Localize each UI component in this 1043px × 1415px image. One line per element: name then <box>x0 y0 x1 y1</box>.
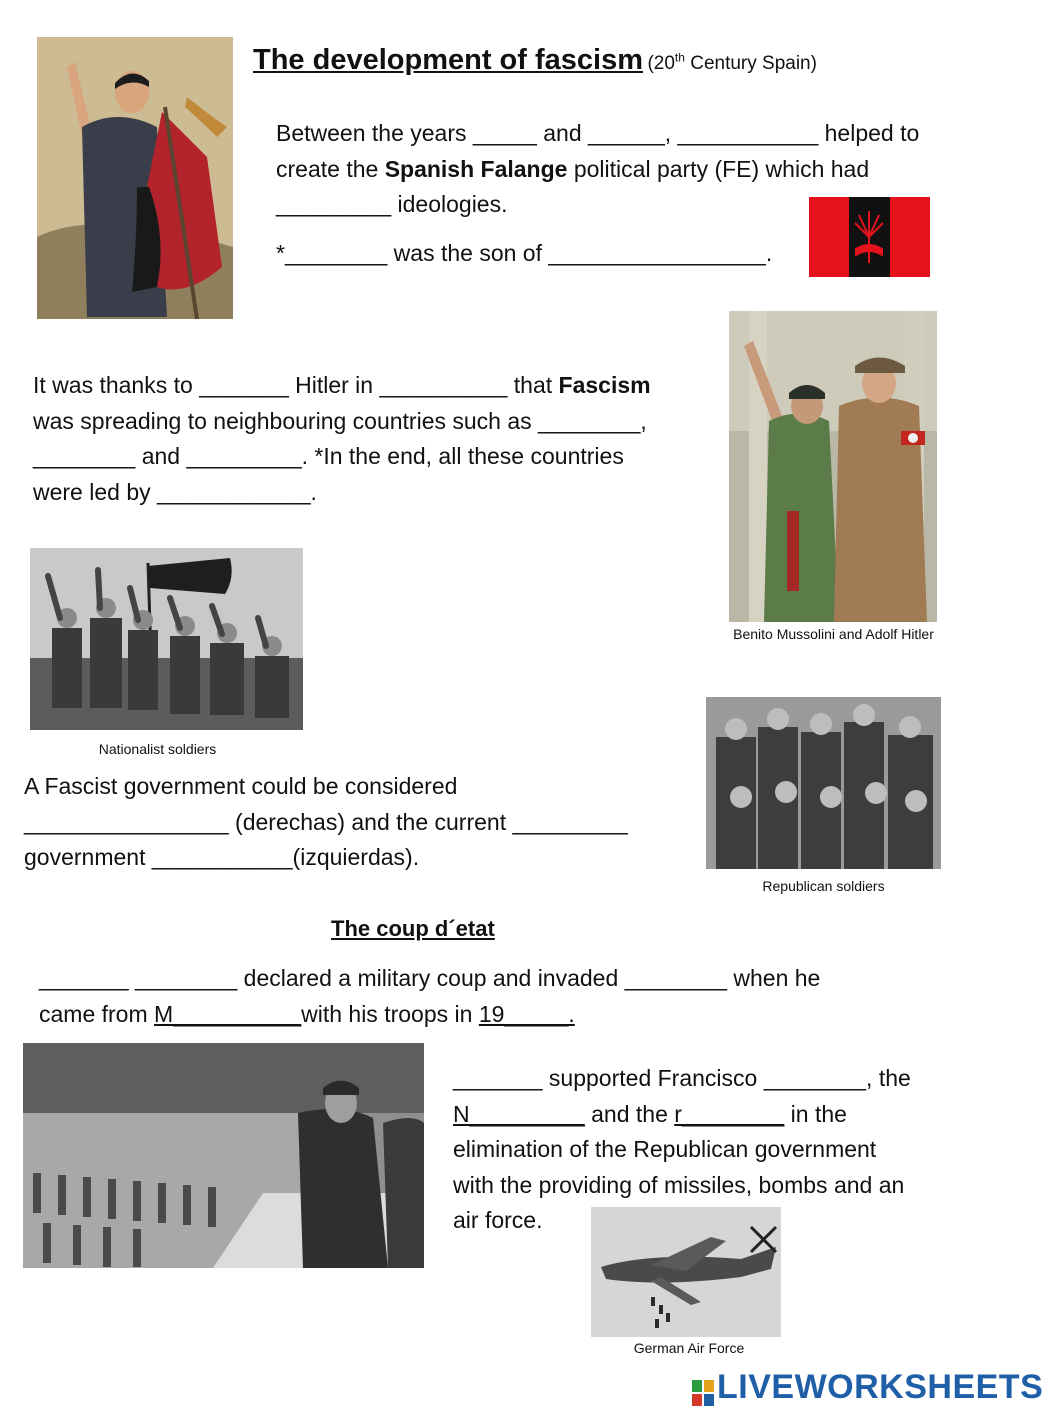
intro-line-2: create the Spanish Falange political party (FE) which had <box>276 155 870 182</box>
support-line-2: N_________ and the r________ in the <box>453 1100 847 1127</box>
page-title-row <box>253 44 817 77</box>
caption-mussolini-hitler: Benito Mussolini and Adolf Hitler <box>733 626 934 642</box>
coup-line-1: _______ ________ declared a military coup and invaded ________ when he <box>39 965 821 991</box>
caption-republican: Republican soldiers <box>762 878 885 894</box>
page-subtitle: (20th Century Spain) <box>647 50 817 74</box>
coup-line-2: came from M__________with his troops in 19_____. <box>39 1000 575 1027</box>
coup-paragraph <box>39 961 989 1032</box>
caption-air-force: German Air Force <box>633 1340 745 1356</box>
hitler-line-2: was spreading to neighbouring countries such as ________, <box>33 407 647 434</box>
support-line-1: _______ supported Francisco ________, the <box>453 1065 911 1091</box>
mussolini-hitler-photo <box>729 311 937 622</box>
intro-line-4: *________ was the son of _________________. <box>276 239 773 266</box>
caption-nationalist: Nationalist soldiers <box>98 741 217 757</box>
franco-parade-photo <box>23 1043 424 1268</box>
hitler-line-1: It was thanks to _______ Hitler in __________ that Fascism <box>33 372 651 398</box>
government-line-2: ________________ (derechas) and the current _________ <box>24 808 628 835</box>
government-line-3: government ___________(izquierdas). <box>24 844 420 870</box>
intro-line-1: Between the years _____ and ______, ___________ helped to <box>276 120 920 146</box>
support-line-4: with the providing of missiles, bombs and an <box>453 1171 905 1198</box>
support-line-5: air force. <box>453 1207 543 1233</box>
page-title: The development of fascism <box>253 44 643 76</box>
air-force-photo <box>591 1207 781 1337</box>
falange-flag <box>809 197 930 277</box>
hitler-line-3: ________ and _________. *In the end, all these countries <box>33 443 624 469</box>
hitler-paragraph <box>33 368 713 510</box>
government-line-1: A Fascist government could be considered <box>24 773 458 799</box>
hitler-line-4: were led by ____________. <box>33 478 317 505</box>
liveworksheets-logo-text: LIVEWORKSHEETS <box>717 1368 1043 1406</box>
republican-soldiers-photo <box>706 697 941 869</box>
liveworksheets-logo-icon <box>692 1376 714 1402</box>
portrait-painting <box>37 37 233 319</box>
nationalist-soldiers-photo <box>30 548 303 730</box>
government-paragraph <box>24 769 694 876</box>
support-line-3: elimination of the Republican government <box>453 1136 877 1162</box>
coup-heading: The coup d´etat <box>331 916 495 941</box>
intro-line-3: _________ ideologies. <box>276 191 508 217</box>
liveworksheets-logo <box>692 1368 1043 1407</box>
